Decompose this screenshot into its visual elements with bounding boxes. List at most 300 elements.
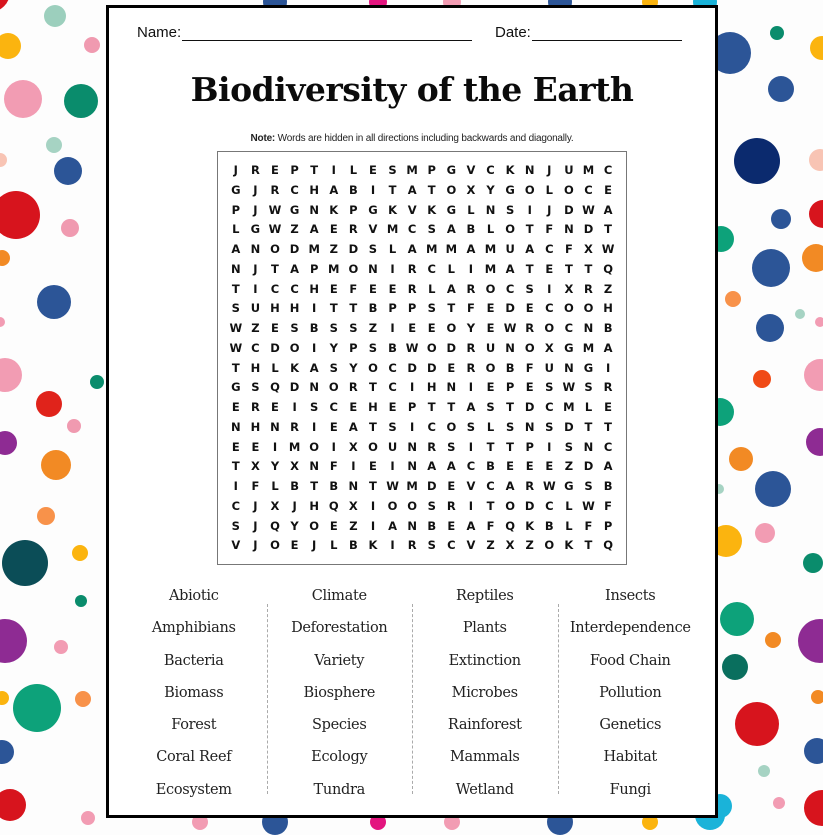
- grid-letter[interactable]: E: [349, 400, 358, 414]
- grid-letter[interactable]: E: [271, 400, 279, 414]
- grid-letter[interactable]: D: [564, 419, 574, 434]
- grid-letter[interactable]: Z: [564, 459, 574, 474]
- grid-letter[interactable]: H: [250, 360, 261, 375]
- grid-letter[interactable]: H: [309, 498, 319, 513]
- grid-letter[interactable]: O: [544, 538, 555, 553]
- grid-letter[interactable]: B: [486, 459, 495, 474]
- grid-letter[interactable]: G: [250, 222, 261, 237]
- grid-letter[interactable]: F: [486, 518, 495, 533]
- grid-letter[interactable]: C: [486, 479, 495, 493]
- grid-letter[interactable]: P: [427, 163, 436, 177]
- grid-letter[interactable]: C: [505, 281, 515, 296]
- grid-letter[interactable]: K: [388, 202, 397, 217]
- grid-letter[interactable]: E: [329, 419, 338, 434]
- grid-letter[interactable]: J: [253, 518, 258, 533]
- grid-letter[interactable]: C: [584, 182, 593, 197]
- grid-letter[interactable]: G: [505, 182, 515, 197]
- grid-letter[interactable]: C: [251, 340, 260, 355]
- grid-letter[interactable]: S: [584, 479, 593, 493]
- grid-letter[interactable]: N: [505, 340, 515, 355]
- grid-letter[interactable]: E: [369, 281, 377, 296]
- grid-letter[interactable]: T: [584, 538, 593, 553]
- grid-letter[interactable]: W: [229, 321, 243, 335]
- grid-letter[interactable]: O: [387, 498, 398, 513]
- grid-letter[interactable]: D: [524, 498, 535, 513]
- grid-letter[interactable]: E: [506, 459, 515, 474]
- grid-letter[interactable]: I: [253, 281, 258, 296]
- grid-letter[interactable]: U: [564, 163, 574, 177]
- grid-letter[interactable]: M: [406, 163, 418, 177]
- grid-letter[interactable]: C: [231, 498, 241, 513]
- grid-letter[interactable]: S: [545, 419, 554, 434]
- grid-letter[interactable]: F: [525, 360, 534, 375]
- grid-letter[interactable]: X: [290, 459, 300, 474]
- grid-letter[interactable]: H: [368, 400, 378, 414]
- grid-letter[interactable]: B: [603, 321, 613, 335]
- grid-letter[interactable]: V: [466, 479, 476, 493]
- grid-letter[interactable]: T: [231, 360, 240, 375]
- grid-letter[interactable]: O: [446, 419, 457, 434]
- grid-letter[interactable]: Q: [328, 498, 339, 513]
- grid-letter[interactable]: C: [486, 163, 495, 177]
- grid-letter[interactable]: E: [271, 321, 279, 335]
- grid-letter[interactable]: S: [505, 202, 515, 217]
- grid-letter[interactable]: R: [270, 182, 280, 197]
- grid-letter[interactable]: N: [230, 419, 241, 434]
- grid-letter[interactable]: E: [251, 439, 260, 454]
- grid-letter[interactable]: F: [564, 242, 573, 256]
- grid-letter[interactable]: R: [290, 419, 299, 434]
- grid-letter[interactable]: K: [368, 538, 378, 553]
- grid-letter[interactable]: T: [486, 498, 495, 513]
- grid-letter[interactable]: M: [406, 479, 418, 493]
- grid-letter[interactable]: O: [328, 380, 339, 395]
- grid-letter[interactable]: H: [270, 301, 280, 316]
- grid-letter[interactable]: H: [289, 301, 300, 316]
- grid-letter[interactable]: I: [468, 380, 474, 395]
- grid-letter[interactable]: F: [584, 518, 593, 533]
- grid-letter[interactable]: B: [348, 538, 358, 553]
- grid-letter[interactable]: A: [603, 340, 613, 355]
- grid-letter[interactable]: K: [427, 202, 437, 217]
- grid-letter[interactable]: U: [250, 301, 261, 316]
- grid-letter[interactable]: C: [388, 380, 397, 395]
- grid-letter[interactable]: U: [505, 242, 515, 256]
- grid-letter[interactable]: G: [564, 340, 574, 355]
- grid-letter[interactable]: A: [446, 222, 456, 237]
- grid-letter[interactable]: V: [466, 163, 476, 177]
- grid-letter[interactable]: W: [405, 340, 419, 355]
- grid-letter[interactable]: I: [370, 518, 376, 533]
- grid-letter[interactable]: A: [466, 242, 476, 256]
- grid-letter[interactable]: I: [547, 281, 552, 296]
- grid-letter[interactable]: X: [270, 498, 280, 513]
- grid-letter[interactable]: T: [506, 439, 515, 454]
- grid-letter[interactable]: I: [410, 380, 415, 395]
- grid-letter[interactable]: Z: [329, 242, 338, 256]
- grid-letter[interactable]: E: [271, 163, 279, 177]
- grid-letter[interactable]: A: [348, 419, 358, 434]
- grid-letter[interactable]: D: [583, 459, 594, 474]
- grid-letter[interactable]: B: [290, 479, 299, 493]
- grid-letter[interactable]: D: [446, 340, 457, 355]
- grid-letter[interactable]: C: [388, 360, 397, 375]
- grid-letter[interactable]: I: [605, 360, 611, 375]
- grid-letter[interactable]: N: [230, 261, 241, 276]
- grid-letter[interactable]: I: [312, 340, 317, 355]
- grid-letter[interactable]: N: [368, 261, 378, 276]
- grid-letter[interactable]: I: [468, 439, 474, 454]
- grid-letter[interactable]: T: [231, 459, 240, 474]
- grid-letter[interactable]: Y: [290, 518, 299, 533]
- grid-letter[interactable]: N: [564, 360, 574, 375]
- grid-letter[interactable]: E: [329, 281, 338, 296]
- grid-letter[interactable]: E: [604, 182, 612, 197]
- grid-letter[interactable]: R: [525, 479, 535, 493]
- grid-letter[interactable]: C: [564, 321, 574, 335]
- grid-letter[interactable]: L: [349, 163, 358, 177]
- grid-letter[interactable]: Q: [603, 261, 613, 276]
- grid-letter[interactable]: X: [544, 340, 554, 355]
- grid-letter[interactable]: Q: [270, 380, 280, 395]
- grid-letter[interactable]: W: [542, 479, 556, 493]
- grid-letter[interactable]: S: [368, 340, 378, 355]
- grid-letter[interactable]: H: [309, 182, 319, 197]
- grid-letter[interactable]: Z: [486, 538, 495, 553]
- grid-letter[interactable]: J: [547, 202, 552, 217]
- grid-letter[interactable]: X: [466, 182, 476, 197]
- grid-letter[interactable]: L: [584, 400, 593, 414]
- grid-letter[interactable]: C: [290, 182, 299, 197]
- grid-letter[interactable]: R: [407, 261, 417, 276]
- grid-letter[interactable]: F: [329, 459, 338, 474]
- grid-letter[interactable]: E: [388, 400, 397, 414]
- grid-letter[interactable]: P: [309, 261, 319, 276]
- grid-letter[interactable]: W: [503, 321, 517, 335]
- grid-letter[interactable]: E: [525, 380, 534, 395]
- name-field[interactable]: [137, 24, 472, 41]
- grid-letter[interactable]: O: [583, 301, 594, 316]
- grid-letter[interactable]: P: [349, 202, 358, 217]
- grid-letter[interactable]: Z: [290, 222, 299, 237]
- grid-letter[interactable]: L: [330, 538, 338, 553]
- grid-letter[interactable]: T: [310, 479, 319, 493]
- grid-letter[interactable]: S: [388, 163, 397, 177]
- grid-letter[interactable]: T: [486, 439, 495, 454]
- grid-letter[interactable]: I: [272, 439, 278, 454]
- grid-letter[interactable]: S: [427, 498, 436, 513]
- grid-letter[interactable]: A: [231, 242, 241, 256]
- grid-letter[interactable]: N: [407, 518, 417, 533]
- grid-letter[interactable]: T: [369, 380, 377, 395]
- grid-letter[interactable]: S: [329, 360, 338, 375]
- grid-letter[interactable]: K: [564, 538, 574, 553]
- grid-letter[interactable]: W: [582, 498, 595, 513]
- grid-letter[interactable]: S: [368, 242, 378, 256]
- grid-letter[interactable]: E: [231, 439, 240, 454]
- grid-letter[interactable]: J: [253, 538, 258, 553]
- grid-letter[interactable]: E: [447, 360, 456, 375]
- grid-letter[interactable]: E: [545, 459, 554, 474]
- grid-letter[interactable]: C: [407, 222, 417, 237]
- grid-letter[interactable]: T: [369, 479, 377, 493]
- grid-letter[interactable]: Q: [270, 518, 280, 533]
- grid-letter[interactable]: J: [253, 182, 258, 197]
- grid-letter[interactable]: R: [466, 360, 476, 375]
- grid-letter[interactable]: O: [289, 340, 300, 355]
- grid-letter[interactable]: L: [545, 182, 553, 197]
- grid-letter[interactable]: M: [288, 439, 301, 454]
- grid-letter[interactable]: W: [268, 222, 282, 237]
- grid-letter[interactable]: S: [427, 222, 436, 237]
- grid-letter[interactable]: A: [466, 518, 476, 533]
- grid-letter[interactable]: S: [310, 400, 319, 414]
- grid-letter[interactable]: B: [466, 222, 476, 237]
- grid-letter[interactable]: A: [603, 459, 613, 474]
- grid-letter[interactable]: N: [348, 479, 359, 493]
- grid-letter[interactable]: A: [407, 242, 417, 256]
- grid-letter[interactable]: R: [348, 222, 358, 237]
- grid-letter[interactable]: C: [329, 400, 338, 414]
- grid-letter[interactable]: E: [486, 380, 495, 395]
- grid-letter[interactable]: D: [289, 242, 300, 256]
- grid-letter[interactable]: A: [388, 518, 397, 533]
- grid-letter[interactable]: I: [292, 400, 297, 414]
- grid-letter[interactable]: L: [565, 498, 573, 513]
- grid-letter[interactable]: T: [310, 163, 319, 177]
- grid-letter[interactable]: S: [290, 321, 299, 335]
- grid-letter[interactable]: M: [563, 400, 575, 414]
- grid-letter[interactable]: J: [253, 498, 258, 513]
- grid-letter[interactable]: O: [270, 538, 280, 553]
- grid-letter[interactable]: S: [447, 439, 456, 454]
- grid-letter[interactable]: E: [525, 301, 534, 316]
- grid-letter[interactable]: Z: [525, 538, 534, 553]
- grid-letter[interactable]: D: [426, 479, 437, 493]
- grid-letter[interactable]: N: [564, 222, 574, 237]
- grid-letter[interactable]: S: [466, 419, 476, 434]
- grid-letter[interactable]: E: [447, 479, 456, 493]
- grid-letter[interactable]: J: [312, 538, 317, 553]
- grid-letter[interactable]: W: [601, 242, 615, 256]
- grid-letter[interactable]: C: [545, 400, 554, 414]
- grid-letter[interactable]: N: [524, 163, 535, 177]
- grid-letter[interactable]: O: [309, 439, 320, 454]
- grid-letter[interactable]: A: [407, 182, 417, 197]
- grid-letter[interactable]: K: [329, 202, 339, 217]
- grid-letter[interactable]: I: [370, 498, 376, 513]
- grid-letter[interactable]: C: [545, 242, 554, 256]
- grid-letter[interactable]: N: [309, 380, 319, 395]
- grid-letter[interactable]: S: [505, 419, 515, 434]
- grid-letter[interactable]: R: [584, 281, 593, 296]
- grid-letter[interactable]: T: [564, 261, 573, 276]
- grid-letter[interactable]: T: [525, 261, 534, 276]
- grid-letter[interactable]: W: [386, 479, 399, 493]
- grid-letter[interactable]: I: [410, 419, 415, 434]
- grid-letter[interactable]: S: [329, 321, 338, 335]
- grid-letter[interactable]: T: [525, 222, 534, 237]
- grid-letter[interactable]: D: [505, 301, 515, 316]
- grid-letter[interactable]: Y: [349, 360, 358, 375]
- grid-letter[interactable]: C: [603, 163, 613, 177]
- grid-letter[interactable]: O: [407, 498, 418, 513]
- grid-letter[interactable]: F: [251, 479, 260, 493]
- grid-letter[interactable]: S: [564, 439, 574, 454]
- grid-letter[interactable]: S: [486, 400, 495, 414]
- grid-letter[interactable]: B: [505, 360, 515, 375]
- grid-letter[interactable]: U: [387, 439, 398, 454]
- grid-letter[interactable]: I: [547, 439, 552, 454]
- grid-letter[interactable]: T: [388, 182, 397, 197]
- grid-letter[interactable]: T: [447, 400, 456, 414]
- grid-letter[interactable]: T: [369, 419, 377, 434]
- grid-letter[interactable]: T: [427, 182, 436, 197]
- grid-letter[interactable]: P: [290, 163, 299, 177]
- grid-letter[interactable]: E: [388, 281, 397, 296]
- grid-letter[interactable]: T: [584, 419, 593, 434]
- grid-letter[interactable]: T: [427, 400, 436, 414]
- grid-letter[interactable]: M: [426, 242, 438, 256]
- grid-letter[interactable]: Y: [486, 182, 495, 197]
- grid-letter[interactable]: B: [427, 518, 437, 533]
- grid-letter[interactable]: K: [505, 163, 515, 177]
- grid-letter[interactable]: I: [527, 202, 532, 217]
- name-line[interactable]: [182, 24, 472, 41]
- grid-letter[interactable]: M: [484, 261, 497, 276]
- grid-letter[interactable]: J: [253, 202, 258, 217]
- grid-letter[interactable]: D: [407, 360, 417, 375]
- grid-letter[interactable]: P: [525, 439, 534, 454]
- grid-letter[interactable]: A: [525, 242, 535, 256]
- date-field[interactable]: [495, 24, 682, 41]
- grid-letter[interactable]: A: [446, 281, 456, 296]
- grid-letter[interactable]: Z: [368, 321, 378, 335]
- grid-letter[interactable]: O: [309, 518, 320, 533]
- grid-letter[interactable]: N: [446, 380, 457, 395]
- grid-letter[interactable]: O: [564, 182, 574, 197]
- grid-letter[interactable]: E: [329, 222, 338, 237]
- grid-letter[interactable]: B: [309, 321, 319, 335]
- grid-letter[interactable]: L: [467, 202, 475, 217]
- grid-letter[interactable]: J: [253, 261, 258, 276]
- grid-letter[interactable]: L: [486, 222, 495, 237]
- grid-letter[interactable]: T: [584, 261, 593, 276]
- grid-letter[interactable]: S: [388, 419, 397, 434]
- grid-letter[interactable]: C: [603, 439, 613, 454]
- grid-letter[interactable]: O: [270, 242, 280, 256]
- grid-letter[interactable]: L: [447, 261, 455, 276]
- grid-letter[interactable]: I: [390, 538, 395, 553]
- grid-letter[interactable]: G: [289, 202, 300, 217]
- grid-letter[interactable]: M: [308, 242, 320, 256]
- grid-letter[interactable]: B: [348, 182, 358, 197]
- grid-letter[interactable]: H: [309, 281, 319, 296]
- grid-letter[interactable]: W: [229, 340, 243, 355]
- grid-letter[interactable]: K: [525, 518, 535, 533]
- grid-letter[interactable]: S: [427, 301, 436, 316]
- grid-letter[interactable]: S: [251, 380, 260, 395]
- grid-letter[interactable]: I: [390, 261, 395, 276]
- grid-letter[interactable]: Z: [251, 321, 260, 335]
- grid-letter[interactable]: R: [250, 163, 260, 177]
- grid-letter[interactable]: D: [564, 202, 574, 217]
- grid-letter[interactable]: M: [582, 163, 595, 177]
- grid-letter[interactable]: S: [525, 281, 534, 296]
- grid-letter[interactable]: A: [466, 400, 476, 414]
- grid-letter[interactable]: E: [369, 163, 377, 177]
- grid-letter[interactable]: A: [505, 479, 515, 493]
- grid-letter[interactable]: S: [231, 301, 240, 316]
- word-search-grid[interactable]: [226, 161, 618, 556]
- grid-letter[interactable]: I: [390, 459, 395, 474]
- grid-letter[interactable]: R: [348, 380, 358, 395]
- grid-letter[interactable]: H: [250, 419, 261, 434]
- grid-letter[interactable]: P: [505, 380, 515, 395]
- grid-letter[interactable]: E: [408, 321, 417, 335]
- grid-letter[interactable]: P: [603, 518, 613, 533]
- grid-letter[interactable]: L: [232, 222, 240, 237]
- grid-letter[interactable]: B: [388, 340, 397, 355]
- grid-letter[interactable]: A: [603, 202, 613, 217]
- grid-letter[interactable]: N: [583, 321, 594, 335]
- grid-letter[interactable]: U: [485, 340, 496, 355]
- grid-letter[interactable]: L: [428, 281, 436, 296]
- grid-letter[interactable]: D: [524, 400, 535, 414]
- grid-letter[interactable]: E: [486, 321, 495, 335]
- grid-letter[interactable]: H: [603, 301, 613, 316]
- grid-letter[interactable]: Q: [505, 518, 515, 533]
- grid-letter[interactable]: T: [447, 301, 456, 316]
- grid-letter[interactable]: N: [407, 459, 417, 474]
- grid-letter[interactable]: Z: [603, 281, 613, 296]
- grid-letter[interactable]: M: [386, 222, 399, 237]
- grid-letter[interactable]: X: [564, 281, 574, 296]
- grid-letter[interactable]: D: [289, 380, 300, 395]
- grid-letter[interactable]: E: [231, 400, 240, 414]
- grid-letter[interactable]: T: [231, 281, 240, 296]
- grid-letter[interactable]: D: [270, 340, 280, 355]
- grid-letter[interactable]: M: [582, 340, 595, 355]
- grid-letter[interactable]: O: [426, 340, 437, 355]
- grid-letter[interactable]: M: [445, 242, 458, 256]
- grid-letter[interactable]: O: [544, 321, 555, 335]
- grid-letter[interactable]: F: [545, 222, 554, 237]
- grid-letter[interactable]: X: [348, 498, 358, 513]
- grid-letter[interactable]: I: [312, 301, 317, 316]
- grid-letter[interactable]: C: [545, 498, 554, 513]
- grid-letter[interactable]: W: [582, 202, 595, 217]
- grid-letter[interactable]: A: [290, 261, 300, 276]
- grid-letter[interactable]: S: [231, 518, 240, 533]
- grid-letter[interactable]: E: [369, 459, 377, 474]
- grid-letter[interactable]: X: [348, 439, 358, 454]
- grid-letter[interactable]: T: [271, 261, 279, 276]
- grid-letter[interactable]: O: [524, 182, 535, 197]
- grid-letter[interactable]: B: [544, 518, 554, 533]
- grid-letter[interactable]: R: [466, 340, 476, 355]
- grid-letter[interactable]: Y: [270, 459, 280, 474]
- grid-letter[interactable]: P: [407, 400, 417, 414]
- grid-letter[interactable]: O: [564, 301, 574, 316]
- grid-letter[interactable]: D: [348, 242, 359, 256]
- grid-letter[interactable]: K: [290, 360, 300, 375]
- grid-letter[interactable]: G: [368, 202, 378, 217]
- grid-letter[interactable]: G: [583, 360, 594, 375]
- grid-letter[interactable]: T: [329, 301, 338, 316]
- grid-letter[interactable]: G: [564, 479, 574, 493]
- grid-letter[interactable]: Y: [329, 340, 338, 355]
